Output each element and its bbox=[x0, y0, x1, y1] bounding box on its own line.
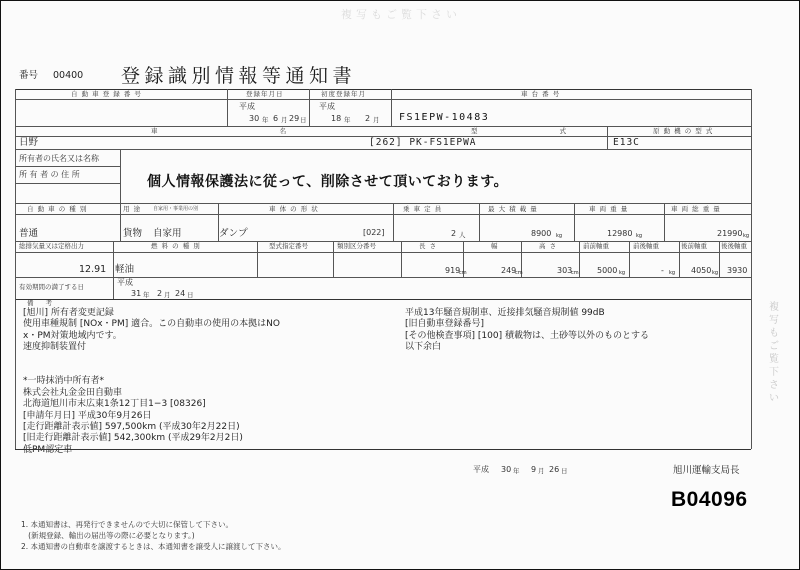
table-left-border bbox=[15, 89, 16, 299]
fuel-label: 燃 料 の 種 別 bbox=[151, 242, 201, 250]
category-label: 類別区分番号 bbox=[337, 242, 376, 250]
privacy-notice: 個人情報保護法に従って、削除させて頂いております。 bbox=[147, 174, 509, 190]
capacity-unit: 人 bbox=[459, 231, 466, 239]
remarks-left-border bbox=[15, 299, 16, 449]
day-suffix: 日 bbox=[300, 116, 307, 124]
expiry-month: 2 bbox=[157, 289, 163, 298]
rear-front-axle-label: 後前軸重 bbox=[681, 242, 707, 250]
month-suffix: 月 bbox=[538, 467, 545, 475]
reg-date-label: 登録年月日 bbox=[246, 90, 284, 98]
vehicle-weight: 12980 bbox=[607, 229, 633, 238]
kg-unit: kg bbox=[556, 233, 563, 239]
chassis-number: FS1EPW-10483 bbox=[399, 112, 490, 123]
kg-unit: kg bbox=[669, 270, 676, 276]
front-rear-axle-label: 前後軸重 bbox=[633, 242, 659, 250]
owner-name-label: 所有者の氏名又は名称 bbox=[19, 154, 99, 163]
rule bbox=[679, 241, 680, 277]
rule bbox=[120, 203, 121, 241]
cm-unit: cm bbox=[571, 270, 579, 276]
reg-date-day: 29 bbox=[289, 114, 300, 123]
first-reg-era: 平成 bbox=[319, 102, 335, 111]
rule bbox=[574, 203, 575, 241]
body-shape: ダンプ bbox=[219, 228, 248, 239]
rule bbox=[607, 126, 608, 149]
rule bbox=[15, 183, 120, 184]
front-front-axle: 5000 bbox=[597, 266, 618, 275]
engine-model: E13C bbox=[613, 137, 640, 148]
remarks-right-border bbox=[751, 299, 752, 449]
rule bbox=[333, 241, 334, 277]
issue-date-era: 平成 bbox=[473, 465, 489, 474]
rule bbox=[113, 241, 114, 299]
gross-weight-label: 車 両 総 重 量 bbox=[671, 205, 721, 213]
rear-rear-axle: 3930 bbox=[727, 266, 748, 275]
vehicle-kind: 普通 bbox=[19, 228, 39, 239]
month-suffix: 月 bbox=[164, 291, 171, 299]
rule bbox=[479, 203, 480, 241]
kg-unit: kg bbox=[712, 270, 719, 276]
rule bbox=[227, 89, 228, 126]
remarks-bottom-border bbox=[15, 449, 751, 450]
width-label: 幅 bbox=[491, 242, 499, 250]
year-suffix: 年 bbox=[513, 467, 520, 475]
reg-date-year: 30 bbox=[249, 114, 260, 123]
rule bbox=[401, 241, 402, 277]
day-suffix: 日 bbox=[187, 291, 194, 299]
year-suffix: 年 bbox=[262, 116, 269, 124]
remarks-label: 備 考 bbox=[27, 299, 58, 307]
front-rear-axle: - bbox=[661, 266, 664, 275]
car-name-label: 車 名 bbox=[151, 127, 347, 135]
front-front-axle-label: 前前軸重 bbox=[583, 242, 609, 250]
model-label: 型 式 bbox=[471, 127, 607, 135]
month-suffix: 月 bbox=[281, 116, 288, 124]
type-designation-label: 型式指定番号 bbox=[269, 242, 308, 250]
expiry-label: 有効期間の満了する日 bbox=[19, 283, 84, 291]
reg-date-month: 6 bbox=[273, 114, 279, 123]
rule bbox=[393, 203, 394, 241]
footer-notes: 1. 本通知書は、再発行できませんので大切に保管して下さい。 (新規登録、輸出の届出等の際に必要となります。) 2. 本通知書の自動車を譲渡するときは、本通知書を譲受人に譲渡して下さい。 bbox=[21, 520, 286, 551]
month-suffix: 月 bbox=[373, 116, 380, 124]
year-suffix: 年 bbox=[344, 116, 351, 124]
issuing-office: 旭川運輸支局長 bbox=[673, 465, 740, 476]
max-load-label: 最 大 積 載 量 bbox=[488, 205, 538, 213]
capacity-label: 乗 車 定 員 bbox=[403, 205, 443, 213]
capacity: 2 bbox=[451, 229, 457, 238]
number-value: 00400 bbox=[53, 70, 84, 81]
kg-unit: kg bbox=[619, 270, 626, 276]
width: 249 bbox=[501, 266, 517, 275]
body-code: [022] bbox=[363, 228, 385, 237]
weight-label: 車 両 重 量 bbox=[589, 205, 629, 213]
kg-unit: kg bbox=[636, 233, 643, 239]
table-right-border bbox=[751, 89, 752, 299]
remarks-left: [旭川] 所有者変更記録 使用車種規制 [NOx・PM] 適合。この自動車の使用の本拠はNO x・PM対策地域内です。 速度抑制装置付 *一時抹消中所有者* 株式会社丸金金田自動車 北海道旭川市末広東1条12丁目1−3 [08326] [申請年月日] 平成30年9月26日 [走行距離計表示値] 597,500km (平成30年2月22日) [旧走行距離計表示値] 542,300km (平成29年2月2日) 低PM認定車 bbox=[23, 308, 280, 455]
rule bbox=[15, 214, 751, 215]
rear-rear-axle-label: 後後軸重 bbox=[721, 242, 747, 250]
gross-weight: 21990 bbox=[717, 229, 743, 238]
model-code: [262] PK-FS1EPWA bbox=[369, 137, 477, 148]
rule bbox=[719, 241, 720, 277]
first-reg-label: 初度登録年月 bbox=[321, 90, 366, 98]
rule bbox=[664, 203, 665, 241]
kg-unit: kg bbox=[743, 233, 750, 239]
rule bbox=[120, 149, 121, 203]
maker: 日野 bbox=[19, 137, 39, 148]
background-watermark: 複写もご覧下さい bbox=[341, 8, 461, 21]
rule bbox=[15, 99, 751, 100]
issue-date-year: 30 bbox=[501, 465, 512, 474]
use-label: 用 途 bbox=[123, 205, 142, 213]
vehicle-use-sub: 自家用 bbox=[153, 228, 182, 239]
fuel-type: 軽油 bbox=[115, 264, 135, 275]
body-label: 車 体 の 形 状 bbox=[269, 205, 319, 213]
reg-number-label: 自 動 車 登 録 番 号 bbox=[71, 90, 142, 98]
owner-address-label: 所 有 者 の 住 所 bbox=[19, 170, 80, 179]
chassis-label: 車 台 番 号 bbox=[521, 90, 561, 98]
length-label: 長 さ bbox=[419, 242, 438, 250]
kind-label: 自 動 車 の 種 別 bbox=[27, 205, 88, 213]
length: 919 bbox=[445, 266, 461, 275]
rule bbox=[391, 89, 392, 126]
rule bbox=[15, 203, 751, 204]
rule bbox=[15, 166, 120, 167]
first-reg-year: 18 bbox=[331, 114, 342, 123]
max-load: 8900 bbox=[531, 229, 552, 238]
first-reg-month: 2 bbox=[365, 114, 371, 123]
height-label: 高 さ bbox=[539, 242, 558, 250]
year-suffix: 年 bbox=[143, 291, 150, 299]
day-suffix: 日 bbox=[561, 467, 568, 475]
vehicle-use: 貨物 bbox=[123, 228, 143, 239]
cm-unit: cm bbox=[459, 270, 467, 276]
height: 303 bbox=[557, 266, 573, 275]
remarks-right: 平成13年騒音規制車、近接排気騒音規制値 99dB [旧自動車登録番号] [その他検査事項] [100] 積載物は、土砂等以外のものとする 以下余白 bbox=[405, 308, 649, 353]
reg-date-era: 平成 bbox=[239, 102, 255, 111]
rule bbox=[309, 89, 310, 126]
rule bbox=[15, 299, 751, 300]
displacement-label: 総排気量又は定格出力 bbox=[19, 242, 84, 250]
rule bbox=[579, 241, 580, 277]
rear-front-axle: 4050 bbox=[691, 266, 712, 275]
document-title: 登録識別情報等通知書 bbox=[121, 65, 357, 87]
rule bbox=[15, 126, 751, 127]
issue-date-day: 26 bbox=[549, 465, 560, 474]
side-watermark: 複写もご覧下さい bbox=[769, 302, 779, 404]
issue-date-month: 9 bbox=[531, 465, 537, 474]
expiry-year: 31 bbox=[131, 289, 142, 298]
number-label: 番号 bbox=[19, 70, 39, 81]
rule bbox=[15, 149, 751, 150]
rule bbox=[257, 241, 258, 277]
document-code-stamp: B04096 bbox=[671, 488, 748, 511]
rule bbox=[629, 241, 630, 277]
cm-unit: cm bbox=[515, 270, 523, 276]
use-sub-label: 自家用・事業用の別 bbox=[153, 206, 199, 212]
expiry-day: 24 bbox=[175, 289, 186, 298]
rule bbox=[15, 252, 751, 253]
expiry-era: 平成 bbox=[117, 278, 133, 287]
engine-label: 原 動 機 の 型 式 bbox=[653, 127, 714, 135]
displacement: 12.91 bbox=[79, 264, 107, 275]
